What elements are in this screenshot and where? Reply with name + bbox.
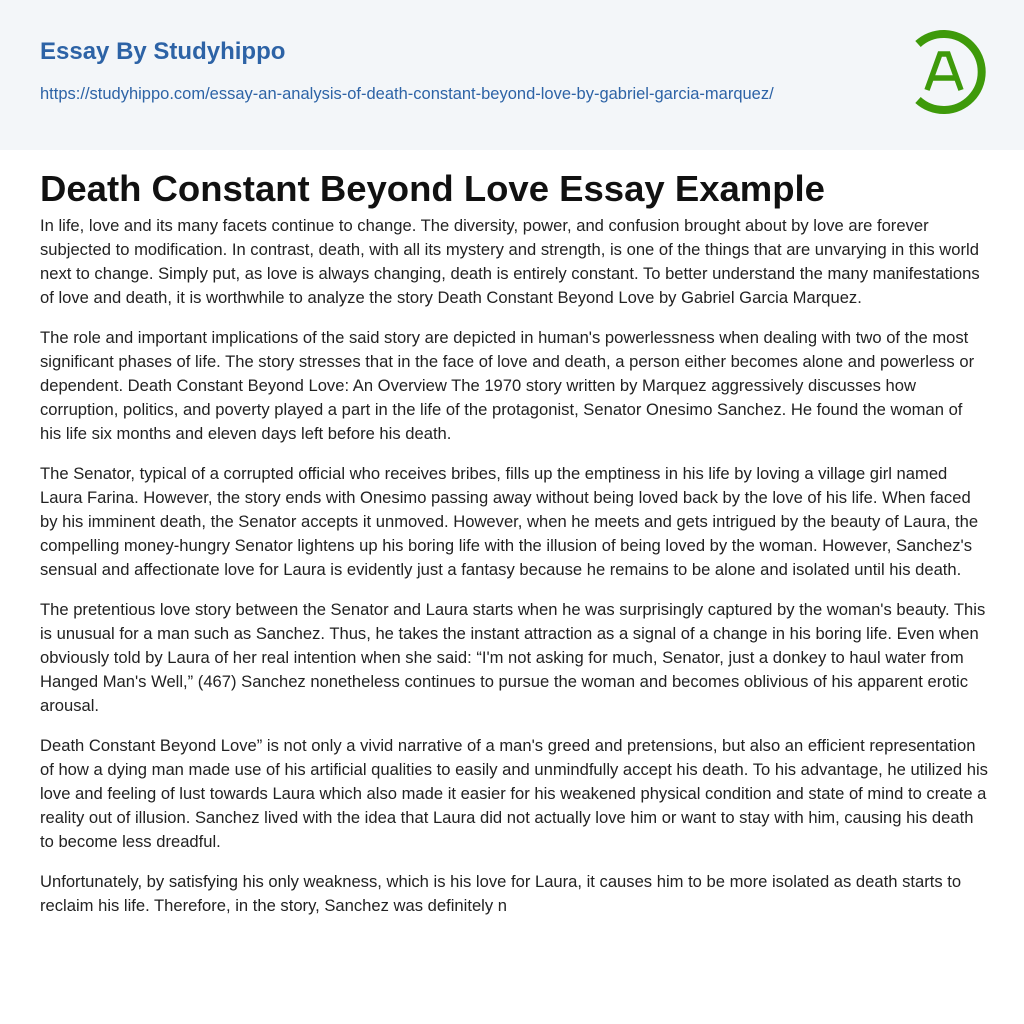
paragraph: Unfortunately, by satisfying his only weakness, which is his love for Laura, it causes him to be more isolated as death starts to reclaim his life. Therefore, in the story, Sanchez was definitely n (40, 872, 962, 915)
paragraph: The role and important implications of the said story are depicted in human's powerlessness when dealing with two of the most significant phases of life. The story stresses that in the face of love and death, a person either becomes alone and powerless or dependent. Death Constant Beyond Love: An Overview The 1970 story written by Marquez aggressively discusses how corruption, politics, and poverty played a part in the life of the protagonist, Senator Onesimo Sanchez. He found the woman of his life six months and eleven days left before his death. (40, 328, 975, 443)
brand-title: Essay By Studyhippo (40, 38, 286, 65)
paragraph: Death Constant Beyond Love” is not only a vivid narrative of a man's greed and pretensions, but also an efficient representation of how a dying man made use of his artificial qualities to easily and unmindfully accept his death. To his advantage, he utilized his love and feeling of lust towards Laura which also made it easier for his weakened physical condition and state of mind to create a reality out of illusion. Sanchez lived with the idea that Laura did not actually love him or want to stay with him, causing his death to become less dreadful. (40, 736, 988, 851)
page-title: Death Constant Beyond Love Essay Example (40, 168, 825, 209)
paragraph: In life, love and its many facets continue to change. The diversity, power, and confusion brought about by love are forever subjected to modification. In contrast, death, with all its mystery and strength, is one of the things that are unvarying in this world next to change. Simply put, as love is always changing, death is entirely constant. To better understand the many manifestations of love and death, it is worthwhile to analyze the story Death Constant Beyond Love by Gabriel Garcia Marquez. (40, 216, 980, 307)
essay-body (40, 214, 988, 934)
paragraph: The Senator, typical of a corrupted official who receives bribes, fills up the emptiness in his life by loving a village girl named Laura Farina. However, the story ends with Onesimo passing away without being loved back by the love of his life. When faced by his imminent death, the Senator accepts it unmoved. However, when he meets and gets intrigued by the beauty of Laura, the compelling money-hungry Senator lightens up his boring life with the illusion of being loved by the woman. However, Sanchez's sensual and affectionate love for Laura is evidently just a fantasy because he remains to be alone and isolated until his death. (40, 464, 979, 579)
source-url-link[interactable]: https://studyhippo.com/essay-an-analysis-of-death-constant-beyond-love-by-gabriel-garcia-marquez/ (40, 85, 774, 103)
studyhippo-logo-icon (900, 28, 988, 116)
paragraph: The pretentious love story between the Senator and Laura starts when he was surprisingly captured by the woman's beauty. This is unusual for a man such as Sanchez. Thus, he takes the instant attraction as a signal of a change in his boring life. Even when obviously told by Laura of her real intention when she said: “I'm not asking for much, Senator, just a donkey to haul water from Hanged Man's Well,” (467) Sanchez nonetheless continues to pursue the woman and becomes oblivious of his apparent erotic arousal. (40, 600, 986, 715)
